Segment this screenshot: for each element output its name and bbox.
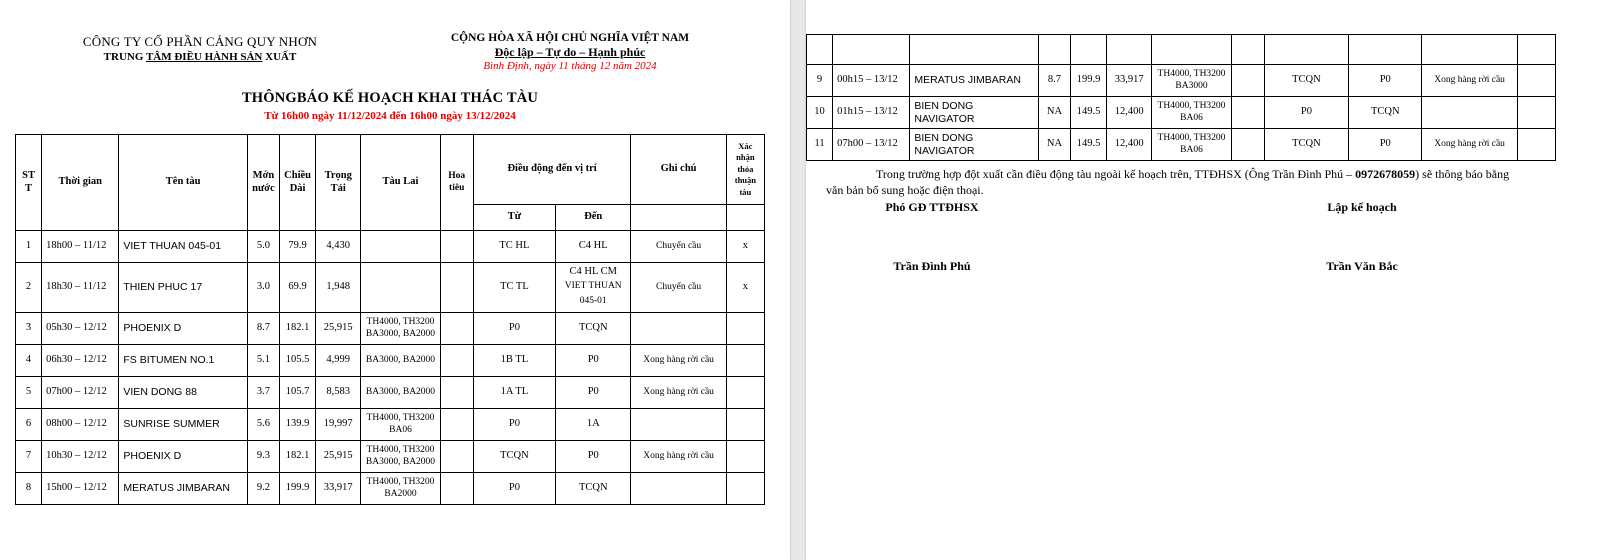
row-ship-name: MERATUS JIMBARAN bbox=[119, 473, 248, 505]
table-row bbox=[807, 65, 1556, 97]
col-header-tonnage: Trọng Tải bbox=[316, 135, 361, 231]
table-row bbox=[16, 231, 765, 263]
row-pilot bbox=[1231, 129, 1264, 161]
company-name: CÔNG TY CỔ PHẦN CẢNG QUY NHƠN bbox=[82, 34, 318, 49]
row-length: 199.9 bbox=[280, 473, 316, 505]
row-ship-name: PHOENIX D bbox=[119, 441, 248, 473]
row-tonnage: 12,400 bbox=[1107, 97, 1152, 129]
row-ship-name: VIEN DONG 88 bbox=[119, 377, 248, 409]
row-pilot bbox=[440, 473, 473, 505]
department-suffix: XUẤT bbox=[262, 51, 297, 63]
row-pilot bbox=[440, 231, 473, 263]
row-tug-line: BA3000 bbox=[1175, 80, 1208, 91]
row-ship-name-line: BIEN DONG bbox=[914, 99, 974, 112]
row-from: 1A TL bbox=[473, 377, 555, 409]
row-from: TCQN bbox=[1264, 65, 1348, 97]
row-tug-line: TH4000, TH3200 bbox=[366, 477, 435, 488]
row-stt: 4 bbox=[16, 345, 42, 377]
row-pilot bbox=[1231, 65, 1264, 97]
row-from: P0 bbox=[473, 409, 555, 441]
row-tug-line: BA3000, BA2000 bbox=[365, 328, 436, 339]
row-tug-line: BA2000 bbox=[384, 488, 417, 499]
row-time: 18h00 – 11/12 bbox=[42, 231, 119, 263]
col-header-note: Ghi chú bbox=[631, 135, 726, 205]
confirm-subheader-blank bbox=[726, 205, 764, 231]
col-header-pilot: Hoa tiêu bbox=[440, 135, 473, 231]
row-tug bbox=[1152, 65, 1231, 97]
row-to bbox=[556, 377, 631, 409]
row-ship-name: THIEN PHUC 17 bbox=[119, 263, 248, 313]
table-row bbox=[807, 97, 1556, 129]
row-stt: 10 bbox=[807, 97, 833, 129]
row-note bbox=[631, 313, 726, 345]
row-draft: 5.6 bbox=[247, 409, 279, 441]
row-time: 18h30 – 11/12 bbox=[42, 263, 119, 313]
row-pilot bbox=[1231, 97, 1264, 129]
blank-cell bbox=[1264, 35, 1348, 65]
row-from: P0 bbox=[473, 473, 555, 505]
col-header-from: Từ bbox=[473, 205, 555, 231]
row-length: 182.1 bbox=[280, 313, 316, 345]
row-length: 182.1 bbox=[280, 441, 316, 473]
row-to-main: P0 bbox=[587, 450, 599, 462]
row-stt: 3 bbox=[16, 313, 42, 345]
row-tug bbox=[1152, 97, 1231, 129]
row-length: 69.9 bbox=[280, 263, 316, 313]
table-row bbox=[16, 313, 765, 345]
table-row bbox=[16, 263, 765, 313]
row-draft: 5.0 bbox=[247, 231, 279, 263]
row-to: P0 bbox=[1349, 65, 1422, 97]
row-tug-line: BA3000, BA2000 bbox=[365, 456, 436, 467]
row-ship-name-line: NAVIGATOR bbox=[914, 144, 975, 157]
row-note bbox=[1422, 97, 1517, 129]
row-time: 07h00 – 13/12 bbox=[833, 129, 910, 161]
blank-cell bbox=[1107, 35, 1152, 65]
row-tonnage: 25,915 bbox=[316, 313, 361, 345]
blank-cell bbox=[910, 35, 1039, 65]
row-to: P0 bbox=[1349, 129, 1422, 161]
table-row bbox=[16, 473, 765, 505]
col-header-to: Đến bbox=[556, 205, 631, 231]
row-confirm bbox=[726, 473, 764, 505]
row-pilot bbox=[440, 313, 473, 345]
blank-cell bbox=[1071, 35, 1107, 65]
row-confirm bbox=[1517, 65, 1555, 97]
table-row bbox=[16, 441, 765, 473]
document-page-1 bbox=[0, 0, 790, 560]
row-note: Chuyển cầu bbox=[631, 231, 726, 263]
row-pilot bbox=[440, 345, 473, 377]
row-tug-line: TH4000, TH3200 bbox=[366, 317, 435, 328]
row-from: 1B TL bbox=[473, 345, 555, 377]
ship-plan-rows-continued bbox=[807, 35, 1556, 161]
row-to-main: C4 HL CM bbox=[569, 266, 617, 278]
row-tug bbox=[361, 473, 440, 505]
col-header-ship: Tên tàu bbox=[119, 135, 248, 231]
row-to bbox=[556, 441, 631, 473]
blank-cell bbox=[807, 35, 833, 65]
row-tonnage: 1,948 bbox=[316, 263, 361, 313]
place-date: Bình Định, ngày 11 tháng 12 năm 2024 bbox=[483, 60, 657, 72]
issuer-header bbox=[70, 34, 330, 63]
row-from: P0 bbox=[473, 313, 555, 345]
row-tug bbox=[1152, 129, 1231, 161]
row-note: Chuyển cầu bbox=[631, 263, 726, 313]
row-time: 01h15 – 13/12 bbox=[833, 97, 910, 129]
country-name: CỘNG HÒA XÃ HỘI CHỦ NGHĨA VIỆT NAM bbox=[450, 32, 690, 44]
row-tug-line: BA06 bbox=[389, 424, 412, 435]
col-header-confirm: Xác nhận thỏa thuận tàu bbox=[726, 135, 764, 205]
contact-phone: 0972678059 bbox=[1355, 167, 1416, 181]
col-header-draft: Mớn nước bbox=[247, 135, 279, 231]
col-header-tug: Tàu Lai bbox=[361, 135, 440, 231]
row-ship-name: FS BITUMEN NO.1 bbox=[119, 345, 248, 377]
table-header-spacer-row bbox=[807, 35, 1556, 65]
row-from: TC TL bbox=[473, 263, 555, 313]
row-to-main: P0 bbox=[587, 386, 599, 398]
row-ship-name bbox=[910, 65, 1039, 97]
row-time: 15h00 – 12/12 bbox=[42, 473, 119, 505]
row-draft: 8.7 bbox=[1038, 65, 1070, 97]
row-tug bbox=[361, 441, 440, 473]
row-to bbox=[556, 473, 631, 505]
row-stt: 5 bbox=[16, 377, 42, 409]
department-prefix: TRUNG bbox=[103, 51, 146, 63]
row-draft: 9.3 bbox=[247, 441, 279, 473]
table-row bbox=[16, 409, 765, 441]
row-ship-name-line: NAVIGATOR bbox=[914, 112, 975, 125]
row-tug bbox=[361, 231, 440, 263]
row-tug-line: TH4000, TH3200 bbox=[1157, 69, 1226, 80]
row-ship-name bbox=[910, 129, 1039, 161]
row-from: TCQN bbox=[1264, 129, 1348, 161]
row-note: Xong hàng rời cầu bbox=[1422, 65, 1517, 97]
row-tug bbox=[361, 313, 440, 345]
row-confirm bbox=[726, 409, 764, 441]
blank-cell bbox=[1349, 35, 1422, 65]
row-tug-line: BA06 bbox=[1180, 112, 1203, 123]
row-note bbox=[631, 473, 726, 505]
row-note: Xong hàng rời cầu bbox=[631, 377, 726, 409]
row-tonnage: 12,400 bbox=[1107, 129, 1152, 161]
row-to bbox=[556, 409, 631, 441]
row-tug-line: TH4000, TH3200 bbox=[366, 413, 435, 424]
signer-left-title: Phó GĐ TTĐHSX bbox=[885, 200, 979, 214]
row-tonnage: 25,915 bbox=[316, 441, 361, 473]
col-header-stt: ST T bbox=[16, 135, 42, 231]
row-to-extra: VIET THUAN bbox=[564, 280, 622, 291]
note-subheader-blank bbox=[631, 205, 726, 231]
row-time: 05h30 – 12/12 bbox=[42, 313, 119, 345]
row-stt: 8 bbox=[16, 473, 42, 505]
document-title: THÔNGBÁO KẾ HOẠCH KHAI THÁC TÀU bbox=[241, 90, 539, 106]
row-tonnage: 4,430 bbox=[316, 231, 361, 263]
row-tug bbox=[361, 409, 440, 441]
row-length: 199.9 bbox=[1071, 65, 1107, 97]
row-to-main: P0 bbox=[587, 354, 599, 366]
row-tonnage: 8,583 bbox=[316, 377, 361, 409]
blank-cell bbox=[1231, 35, 1264, 65]
row-ship-name: SUNRISE SUMMER bbox=[119, 409, 248, 441]
row-draft: NA bbox=[1038, 129, 1070, 161]
row-stt: 9 bbox=[807, 65, 833, 97]
row-length: 105.7 bbox=[280, 377, 316, 409]
row-confirm bbox=[726, 441, 764, 473]
row-draft: 5.1 bbox=[247, 345, 279, 377]
row-time: 08h00 – 12/12 bbox=[42, 409, 119, 441]
row-length: 79.9 bbox=[280, 231, 316, 263]
table-row bbox=[807, 129, 1556, 161]
row-note: Xong hàng rời cầu bbox=[1422, 129, 1517, 161]
table-row bbox=[16, 345, 765, 377]
row-ship-name-line: MERATUS JIMBARAN bbox=[914, 74, 1021, 87]
blank-cell bbox=[1517, 35, 1555, 65]
row-stt: 1 bbox=[16, 231, 42, 263]
row-tug-line: BA06 bbox=[1180, 144, 1203, 155]
paragraph-text-start: Trong trường hợp đột xuất cần điều động tàu ngoài kế hoạch trên, TTĐHSX (Ông Trần Đình Phú – bbox=[876, 167, 1356, 181]
col-header-length: Chiều Dài bbox=[280, 135, 316, 231]
blank-cell bbox=[1422, 35, 1517, 65]
signer-right-name: Trần Văn Bắc bbox=[1326, 259, 1398, 273]
row-tonnage: 33,917 bbox=[1107, 65, 1152, 97]
row-pilot bbox=[440, 377, 473, 409]
row-length: 149.5 bbox=[1071, 97, 1107, 129]
row-note: Xong hàng rời cầu bbox=[631, 345, 726, 377]
row-stt: 6 bbox=[16, 409, 42, 441]
row-time: 07h00 – 12/12 bbox=[42, 377, 119, 409]
row-tonnage: 19,997 bbox=[316, 409, 361, 441]
signer-right-title: Lập kế hoạch bbox=[1327, 200, 1397, 214]
row-to-main: TCQN bbox=[578, 482, 608, 494]
row-draft: 3.7 bbox=[247, 377, 279, 409]
row-tonnage: 4,999 bbox=[316, 345, 361, 377]
row-from: P0 bbox=[1264, 97, 1348, 129]
row-stt: 11 bbox=[807, 129, 833, 161]
row-pilot bbox=[440, 441, 473, 473]
row-length: 149.5 bbox=[1071, 129, 1107, 161]
row-to-extra: 045-01 bbox=[579, 295, 607, 306]
row-to bbox=[556, 345, 631, 377]
document-page-2 bbox=[806, 0, 1600, 560]
row-pilot bbox=[440, 263, 473, 313]
row-tug-line: BA3000, BA2000 bbox=[365, 354, 436, 365]
row-confirm: x bbox=[726, 231, 764, 263]
row-to bbox=[556, 231, 631, 263]
national-motto: Độc lập – Tự do – Hạnh phúc bbox=[494, 45, 646, 59]
row-draft: 8.7 bbox=[247, 313, 279, 345]
blank-cell bbox=[1152, 35, 1231, 65]
table-row bbox=[16, 377, 765, 409]
row-to: TCQN bbox=[1349, 97, 1422, 129]
row-to-main: TCQN bbox=[578, 322, 608, 334]
ship-plan-table bbox=[15, 134, 765, 505]
row-pilot bbox=[440, 409, 473, 441]
row-confirm: x bbox=[726, 263, 764, 313]
row-stt: 2 bbox=[16, 263, 42, 313]
row-from: TC HL bbox=[473, 231, 555, 263]
row-time: 00h15 – 13/12 bbox=[833, 65, 910, 97]
row-confirm bbox=[1517, 97, 1555, 129]
blank-cell bbox=[1038, 35, 1070, 65]
row-time: 06h30 – 12/12 bbox=[42, 345, 119, 377]
department-name bbox=[70, 51, 330, 63]
row-draft: NA bbox=[1038, 97, 1070, 129]
row-confirm bbox=[726, 313, 764, 345]
row-confirm bbox=[726, 345, 764, 377]
row-to-main: 1A bbox=[586, 418, 600, 430]
row-ship-name: PHOENIX D bbox=[119, 313, 248, 345]
row-length: 139.9 bbox=[280, 409, 316, 441]
signer-left-name: Trần Đình Phú bbox=[893, 259, 971, 273]
contingency-paragraph bbox=[826, 167, 1526, 198]
col-header-move: Điều động đến vị trí bbox=[473, 135, 631, 205]
row-note: Xong hàng rời cầu bbox=[631, 441, 726, 473]
row-note bbox=[631, 409, 726, 441]
row-tonnage: 33,917 bbox=[316, 473, 361, 505]
national-header bbox=[440, 32, 700, 72]
ship-plan-table-continued bbox=[806, 34, 1556, 161]
row-tug bbox=[361, 263, 440, 313]
row-draft: 3.0 bbox=[247, 263, 279, 313]
paragraph-text-end: ) sẽ thông báo bằng văn bản bổ sung hoặc điện thoại. bbox=[826, 167, 1510, 197]
col-header-time: Thời gian bbox=[42, 135, 119, 231]
row-to bbox=[556, 263, 631, 313]
row-ship-name: VIET THUAN 045-01 bbox=[119, 231, 248, 263]
row-tug bbox=[361, 377, 440, 409]
row-ship-name bbox=[910, 97, 1039, 129]
row-confirm bbox=[726, 377, 764, 409]
row-from: TCQN bbox=[473, 441, 555, 473]
row-tug-line: TH4000, TH3200 bbox=[1157, 133, 1226, 144]
row-ship-name-line: BIEN DONG bbox=[914, 131, 974, 144]
row-confirm bbox=[1517, 129, 1555, 161]
blank-cell bbox=[833, 35, 910, 65]
row-tug bbox=[361, 345, 440, 377]
row-to-main: C4 HL bbox=[578, 240, 608, 252]
row-to bbox=[556, 313, 631, 345]
row-tug-line: BA3000, BA2000 bbox=[365, 386, 436, 397]
row-tug-line: TH4000, TH3200 bbox=[366, 445, 435, 456]
row-length: 105.5 bbox=[280, 345, 316, 377]
department-underlined: TÂM ĐIỀU HÀNH SẢN bbox=[145, 51, 263, 63]
row-draft: 9.2 bbox=[247, 473, 279, 505]
row-time: 10h30 – 12/12 bbox=[42, 441, 119, 473]
plan-period: Từ 16h00 ngày 11/12/2024 đến 16h00 ngày 13/12/2024 bbox=[264, 110, 516, 122]
row-stt: 7 bbox=[16, 441, 42, 473]
row-tug-line: TH4000, TH3200 bbox=[1157, 101, 1226, 112]
ship-plan-rows bbox=[16, 231, 765, 505]
